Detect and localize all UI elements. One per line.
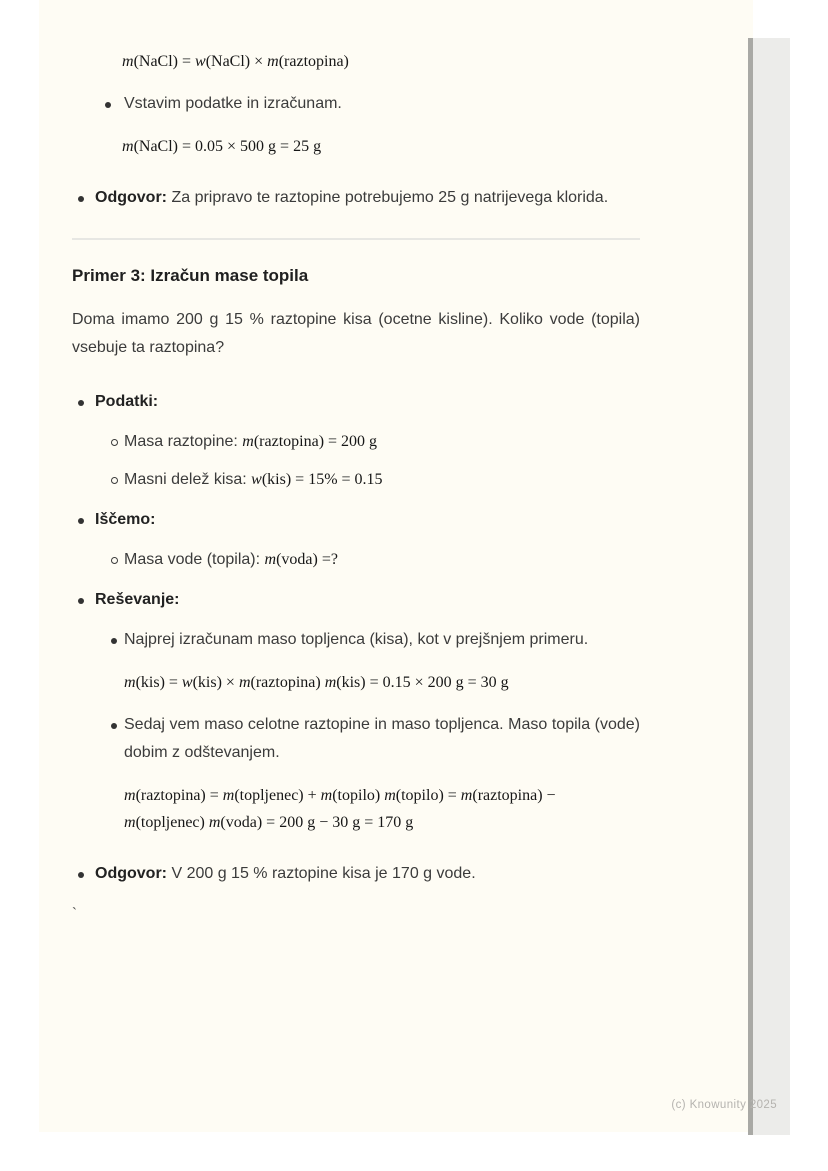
- podatki-sublist: [95, 428, 640, 494]
- step-text: Sedaj vem maso celotne raztopine in maso topljenca. Maso topila (vode) dobim z odštevanjem.: [124, 716, 640, 761]
- bullet-dot-icon: [105, 626, 124, 654]
- section-heading: Primer 3: Izračun mase topila: [72, 266, 309, 285]
- data-line: [124, 428, 640, 456]
- resevanje-label: Reševanje:: [95, 591, 180, 608]
- section-divider: [72, 238, 640, 240]
- document-page: [39, 0, 753, 1132]
- iscemo-sublist: [95, 546, 640, 574]
- data-label: Masa vode (topila):: [124, 551, 265, 568]
- list-item: [105, 626, 640, 654]
- step-text: Najprej izračunam maso topljenca (kisa), kot v prejšnjem primeru.: [124, 631, 589, 648]
- copyright-watermark: (c) Knowunity 2025: [671, 1099, 777, 1111]
- podatki-block: [95, 388, 640, 494]
- data-formula: m(raztopina) = 200 g: [242, 433, 378, 450]
- answer-line: [95, 184, 640, 212]
- step-text: Vstavim podatke in izračunam.: [124, 95, 342, 112]
- bullet-dot-icon: [105, 711, 124, 767]
- list-item: [105, 546, 640, 574]
- formula-topilo: m(raztopina) = m(topljenec) + m(topilo) m(topilo) = m(raztopina) − m(topljenec) m(voda) = 200 g − 30 g = 170 g: [124, 787, 556, 831]
- iscemo-label: Iščemo:: [95, 511, 156, 528]
- data-label: Masa raztopine:: [124, 433, 243, 450]
- answer-label: Odgovor:: [95, 189, 167, 206]
- list-item: [105, 711, 640, 767]
- list-item: [105, 428, 640, 456]
- iscemo-block: [95, 506, 640, 574]
- bullet-dot-icon: [105, 90, 124, 118]
- list-item-answer: [72, 184, 640, 212]
- answer-text: V 200 g 15 % raztopine kisa je 170 g vode.: [167, 865, 476, 882]
- list-item: [105, 466, 640, 494]
- data-formula: w(kis) = 15% = 0.15: [251, 471, 383, 488]
- stray-character: `: [72, 905, 77, 922]
- list-item: [105, 90, 640, 118]
- data-formula: m(voda) =?: [264, 551, 338, 568]
- intro-paragraph: Doma imamo 200 g 15 % raztopine kisa (ocetne kisline). Koliko vode (topila) vsebuje ta raztopina?: [72, 311, 640, 356]
- data-line: [124, 466, 640, 494]
- formula-kis: m(kis) = w(kis) × m(raztopina) m(kis) = 0.15 × 200 g = 30 g: [124, 674, 509, 691]
- data-label: Masni delež kisa:: [124, 471, 252, 488]
- bullet-dot-icon: [72, 506, 95, 574]
- bullet-dot-icon: [72, 586, 95, 836]
- formula-nacl-calc: m(NaCl) = 0.05 × 500 g = 25 g: [122, 138, 322, 155]
- list-item-iscemo: [72, 506, 640, 574]
- bullet-dot-icon: [72, 860, 95, 888]
- bullet-circle-icon: [105, 546, 124, 574]
- page-edge-strip: [753, 38, 790, 1135]
- resevanje-sublist: [95, 626, 640, 836]
- data-line: [124, 546, 640, 574]
- formula-nacl-general: m(NaCl) = w(NaCl) × m(raztopina): [122, 53, 349, 70]
- answer-line: [95, 860, 640, 888]
- page-content: [72, 0, 640, 928]
- bullet-dot-icon: [72, 388, 95, 494]
- list-item-resevanje: [72, 586, 640, 836]
- bullet-circle-icon: [105, 466, 124, 494]
- bullet-dot-icon: [72, 184, 95, 212]
- answer-text: Za pripravo te raztopine potrebujemo 25 g natrijevega klorida.: [167, 189, 609, 206]
- list-item-answer: [72, 860, 640, 888]
- answer-label: Odgovor:: [95, 865, 167, 882]
- podatki-label: Podatki:: [95, 393, 159, 410]
- resevanje-block: [95, 586, 640, 836]
- list-item-podatki: [72, 388, 640, 494]
- bullet-circle-icon: [105, 428, 124, 456]
